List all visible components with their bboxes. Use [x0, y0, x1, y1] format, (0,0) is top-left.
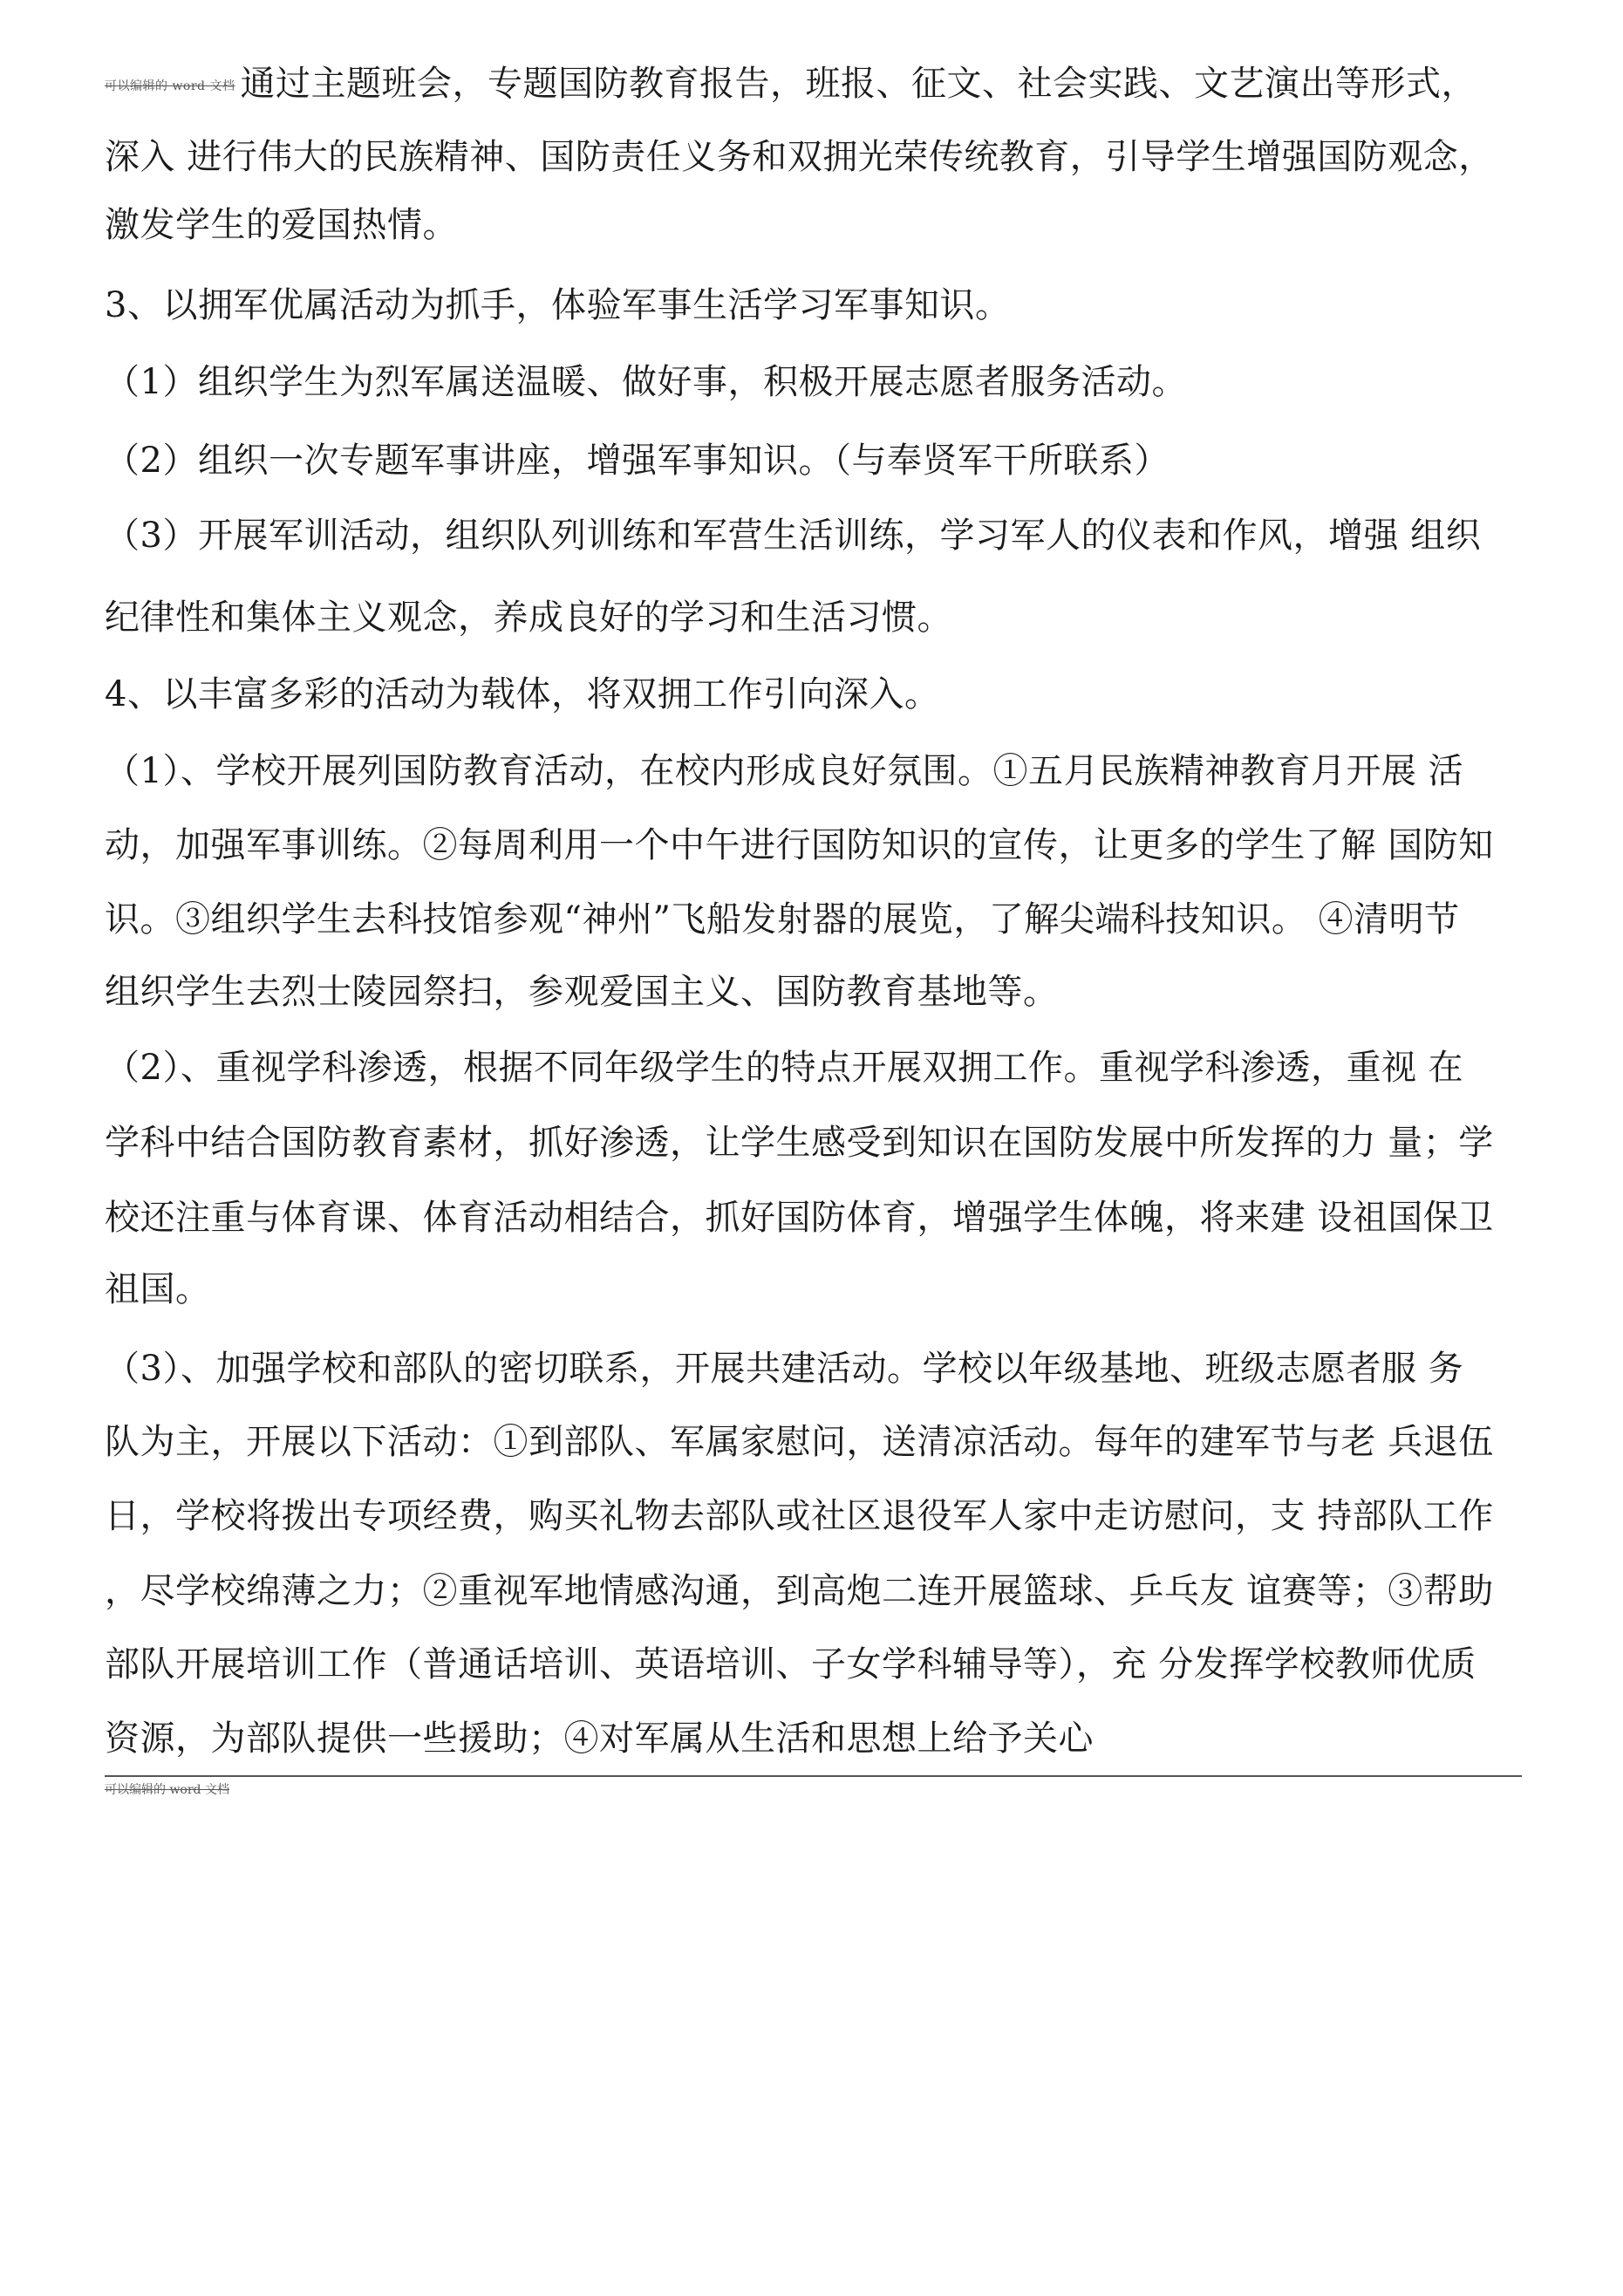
paragraph-line: （1）组织学生为烈军属送温暖、做好事，积极开展志愿者服务活动。 — [105, 362, 1187, 402]
paragraph-line: （3）、加强学校和部队的密切联系，开展共建活动。学校以年级基地、班级志愿者服 务 — [105, 1349, 1464, 1389]
paragraph-line: 组织学生去烈士陵园祭扫，参观爱国主义、国防教育基地等。 — [105, 972, 1059, 1012]
paragraph-line: 部队开展培训工作（普通话培训、英语培训、子女学科辅导等），充 分发挥学校教师优质 — [105, 1644, 1476, 1684]
paragraph-line: 深入 进行伟大的民族精神、国防责任义务和双拥光荣传统教育，引导学生增强国防观念， — [105, 137, 1494, 177]
paragraph-line: （2）组织一次专题军事讲座，增强军事知识。（与奉贤军干所联系） — [105, 441, 1170, 481]
paragraph-line: （2）、重视学科渗透，根据不同年级学生的特点开展双拥工作。重视学科渗透，重视 在 — [105, 1048, 1464, 1088]
paragraph-line: 队为主，开展以下活动：①到部队、军属家慰问，送清凉活动。每年的建军节与老 兵退伍 — [105, 1422, 1494, 1462]
paragraph-line: 校还注重与体育课、体育活动相结合，抓好国防体育，增强学生体魄，将来建 设祖国保卫 — [105, 1198, 1494, 1238]
paragraph-line — [105, 61, 1535, 109]
footer-divider — [105, 1775, 1522, 1777]
footer-watermark: 可以编辑的 word 文档 — [105, 1783, 229, 1797]
paragraph-line: 3、以拥军优属活动为抓手，体验军事生活学习军事知识。 — [105, 285, 1011, 325]
line-text: 通过主题班会，专题国防教育报告，班报、征文、社会实践、文艺演出等形式， — [240, 64, 1476, 104]
paragraph-line: 资源，为部队提供一些援助；④对军属从生活和思想上给予关心 — [105, 1719, 1094, 1759]
paragraph-line: 识。③组织学生去科技馆参观“神州”飞船发射器的展览，了解尖端科技知识。 ④清明节 — [105, 899, 1460, 940]
paragraph-line: 纪律性和集体主义观念，养成良好的学习和生活习惯。 — [105, 598, 952, 638]
header-watermark: 可以编辑的 word 文档 — [105, 79, 235, 93]
paragraph-line: 激发学生的爱国热情。 — [105, 205, 458, 245]
paragraph-line: 4、以丰富多彩的活动为载体，将双拥工作引向深入。 — [105, 674, 940, 714]
paragraph-line: （1）、学校开展列国防教育活动，在校内形成良好氛围。①五月民族精神教育月开展 活 — [105, 751, 1464, 791]
paragraph-line: 祖国。 — [105, 1269, 211, 1309]
paragraph-line: （3）开展军训活动，组织队列训练和军营生活训练，学习军人的仪表和作风，增强 组织 — [105, 516, 1482, 556]
paragraph-line: ，尽学校绵薄之力；②重视军地情感沟通，到高炮二连开展篮球、乒乓友 谊赛等；③帮助 — [105, 1571, 1494, 1611]
paragraph-line: 学科中结合国防教育素材，抓好渗透，让学生感受到知识在国防发展中所发挥的力 量；学 — [105, 1123, 1494, 1163]
paragraph-line: 动，加强军事训练。②每周利用一个中午进行国防知识的宣传，让更多的学生了解 国防知 — [105, 825, 1494, 865]
paragraph-line: 日，学校将拨出专项经费，购买礼物去部队或社区退役军人家中走访慰问，支 持部队工作 — [105, 1496, 1494, 1536]
